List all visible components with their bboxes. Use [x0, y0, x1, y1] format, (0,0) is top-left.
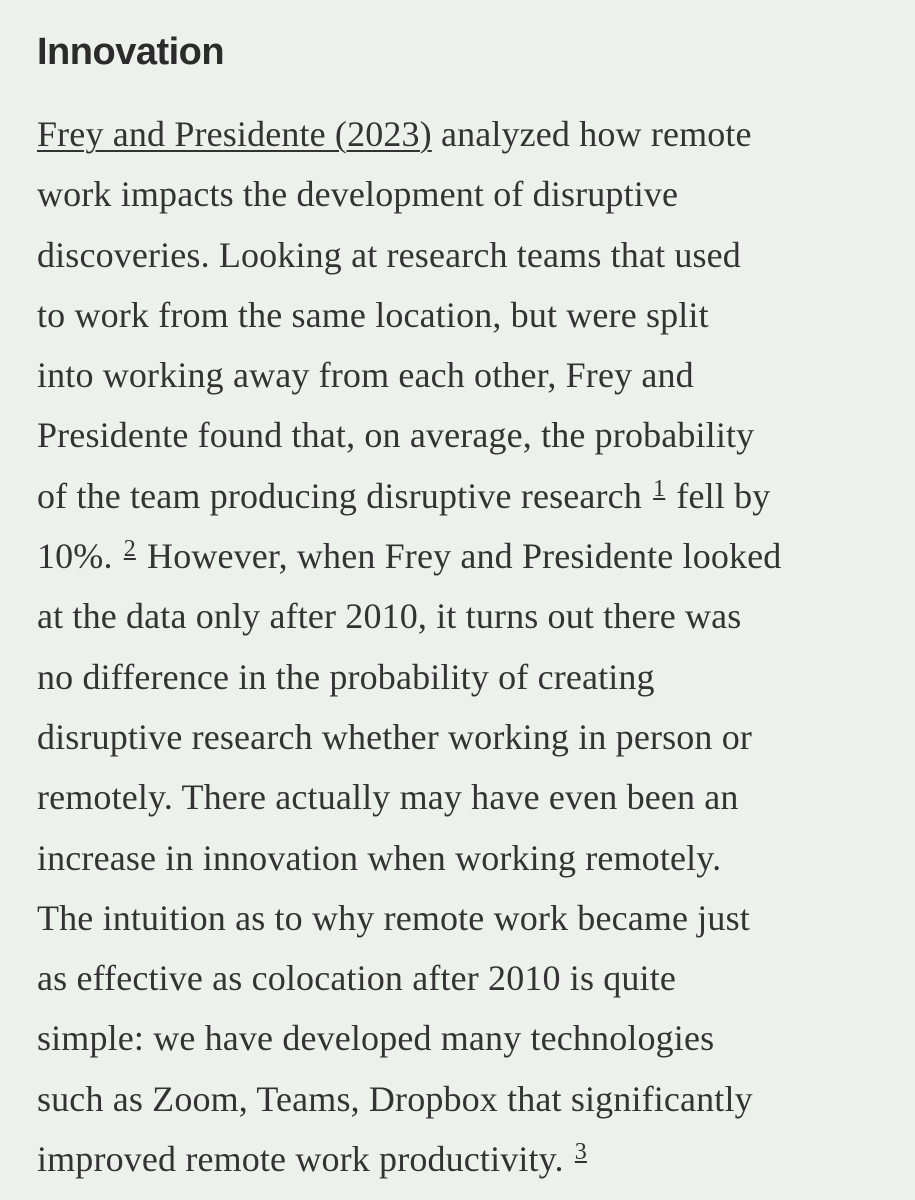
text-line: to work from the same location, but were split	[37, 294, 709, 335]
text-line: into working away from each other, Frey and	[37, 355, 694, 396]
text-line: work impacts the development of disruptive	[37, 174, 679, 215]
footnote-ref-1[interactable]: 1	[653, 475, 666, 502]
text-line: simple: we have developed many technologies	[37, 1018, 715, 1059]
text-segment: However, when Frey and Presidente looked	[137, 536, 782, 577]
text-line	[37, 1129, 907, 1189]
text-line: Presidente found that, on average, the probability	[37, 415, 755, 456]
text-line	[37, 104, 907, 164]
text-line: remotely. There actually may have even been an	[37, 777, 739, 818]
section-heading: Innovation	[37, 31, 225, 73]
article-section	[37, 22, 907, 1189]
citation-link[interactable]: Frey and Presidente (2023)	[37, 114, 432, 154]
text-segment: improved remote work productivity.	[37, 1139, 573, 1180]
text-segment: fell by	[667, 475, 771, 516]
text-line: no difference in the probability of creating	[37, 656, 655, 697]
text-segment: analyzed how remote	[431, 114, 752, 154]
text-line	[37, 526, 907, 586]
text-line: discoveries. Looking at research teams that used	[37, 234, 741, 275]
text-line: at the data only after 2010, it turns out there was	[37, 596, 742, 637]
text-line: such as Zoom, Teams, Dropbox that significantly	[37, 1078, 753, 1119]
footnote-ref-3[interactable]: 3	[574, 1139, 587, 1166]
footnote-ref-2[interactable]: 2	[123, 536, 136, 563]
text-segment: 10%.	[37, 536, 122, 577]
text-line	[37, 466, 907, 526]
text-line: increase in innovation when working remotely.	[37, 837, 722, 878]
text-line: as effective as colocation after 2010 is quite	[37, 958, 676, 999]
body-paragraph	[37, 104, 907, 1189]
text-segment: of the team producing disruptive research	[37, 475, 652, 516]
text-line: The intuition as to why remote work became just	[37, 897, 750, 938]
text-line: disruptive research whether working in person or	[37, 716, 752, 757]
